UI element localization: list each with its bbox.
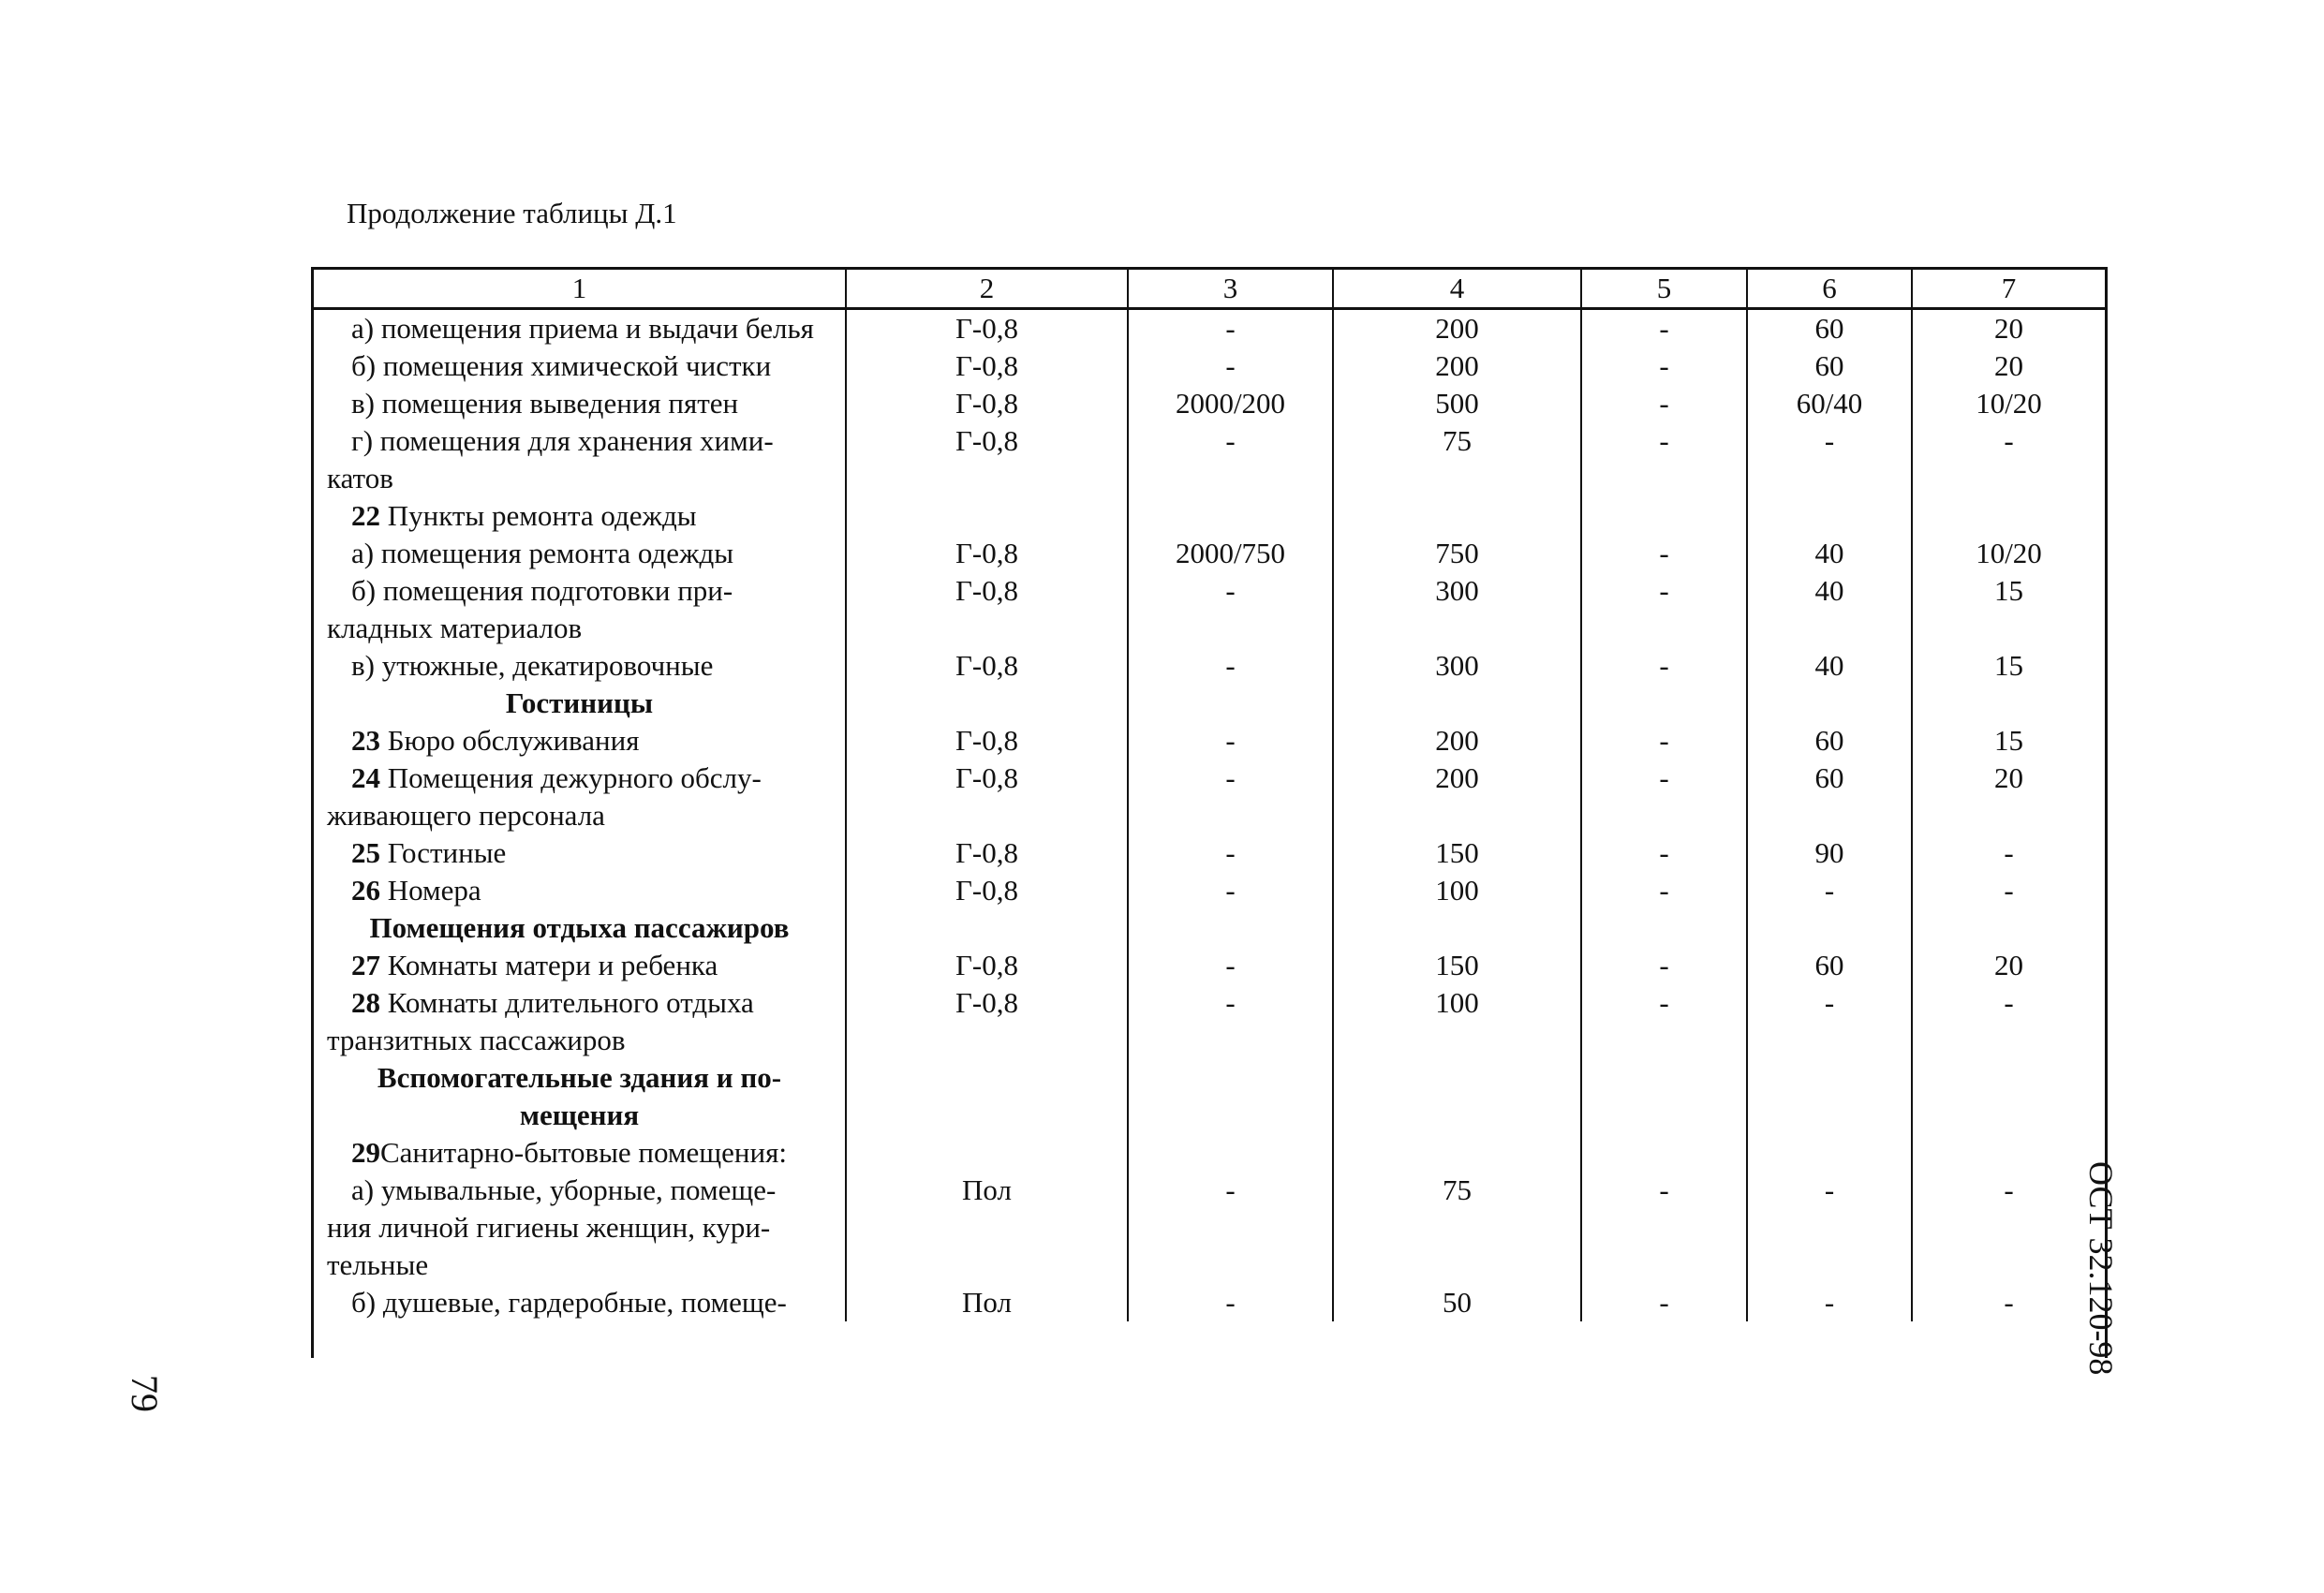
cell: Г-0,8 [846, 385, 1128, 422]
row-name: 25 Гостиные [314, 834, 846, 872]
cell: 60 [1747, 347, 1912, 385]
table-row [314, 347, 2105, 385]
cell: 100 [1333, 872, 1581, 909]
row-name: б) душевые, гардеробные, помеще- [314, 1284, 846, 1321]
cell: - [1912, 872, 2105, 909]
cell: 20 [1912, 760, 2105, 834]
cell: 90 [1747, 834, 1912, 872]
section-row [314, 1059, 2105, 1134]
cell: 150 [1333, 834, 1581, 872]
cell: 300 [1333, 572, 1581, 647]
cell: 60 [1747, 722, 1912, 760]
cell: 40 [1747, 572, 1912, 647]
cell: Г-0,8 [846, 834, 1128, 872]
cell: Г-0,8 [846, 422, 1128, 497]
cell: Г-0,8 [846, 984, 1128, 1059]
row-name: 27 Комнаты матери и ребенка [314, 947, 846, 984]
table-row [314, 497, 2105, 535]
table-caption: Продолжение таблицы Д.1 [347, 197, 677, 229]
section-heading: Гостиницы [314, 685, 846, 722]
cell: - [1128, 1284, 1333, 1321]
row-name: в) помещения выведения пятен [314, 385, 846, 422]
page-number: 79 [124, 1375, 166, 1412]
cell: 300 [1333, 647, 1581, 685]
cell: Пол [846, 1284, 1128, 1321]
cell: - [1581, 1284, 1747, 1321]
cell: 60 [1747, 947, 1912, 984]
row-name: а) помещения приема и выдачи белья [314, 309, 846, 348]
table-row [314, 385, 2105, 422]
section-row [314, 685, 2105, 722]
table-row [314, 872, 2105, 909]
cell: 40 [1747, 535, 1912, 572]
column-header-2: 2 [846, 270, 1128, 309]
column-header-1: 1 [314, 270, 846, 309]
cell: 20 [1912, 309, 2105, 348]
cell: - [1128, 984, 1333, 1059]
cell: 60 [1747, 309, 1912, 348]
document-code: ОСТ 32.120-98 [2082, 1161, 2120, 1376]
cell: 2000/200 [1128, 385, 1333, 422]
cell: - [1912, 834, 2105, 872]
row-name: в) утюжные, декатировочные [314, 647, 846, 685]
table-row [314, 834, 2105, 872]
section-heading: Помещения отдыха пассажиров [314, 909, 846, 947]
cell: - [1581, 984, 1747, 1059]
cell: - [1912, 422, 2105, 497]
cell: 2000/750 [1128, 535, 1333, 572]
table-row [314, 722, 2105, 760]
cell: - [1128, 309, 1333, 348]
table-row [314, 535, 2105, 572]
cell: 40 [1747, 647, 1912, 685]
cell: 200 [1333, 722, 1581, 760]
table-row [314, 309, 2105, 348]
cell: - [1581, 535, 1747, 572]
cell: Г-0,8 [846, 572, 1128, 647]
column-header-3: 3 [1128, 270, 1333, 309]
cell: - [1581, 947, 1747, 984]
cell: - [1747, 1284, 1912, 1321]
column-header-7: 7 [1912, 270, 2105, 309]
cell: 15 [1912, 572, 2105, 647]
cell: - [1747, 872, 1912, 909]
column-header-4: 4 [1333, 270, 1581, 309]
row-name: 22 Пункты ремонта одежды [314, 497, 846, 535]
cell: - [1581, 760, 1747, 834]
cell: Г-0,8 [846, 347, 1128, 385]
cell: - [1128, 647, 1333, 685]
cell: - [1581, 722, 1747, 760]
cell: - [1128, 947, 1333, 984]
cell: 75 [1333, 1172, 1581, 1284]
cell: - [1128, 834, 1333, 872]
cell: - [1128, 722, 1333, 760]
cell: - [1581, 647, 1747, 685]
table-row [314, 572, 2105, 647]
table-row [314, 647, 2105, 685]
cell: - [1581, 834, 1747, 872]
cell: - [1128, 760, 1333, 834]
cell: - [1128, 872, 1333, 909]
cell: - [1747, 422, 1912, 497]
cell: 60 [1747, 760, 1912, 834]
row-name: г) помещения для хранения хими- катов [314, 422, 846, 497]
cell: Г-0,8 [846, 947, 1128, 984]
column-header-5: 5 [1581, 270, 1747, 309]
cell: 750 [1333, 535, 1581, 572]
table-row [314, 1284, 2105, 1321]
row-name: 28 Комнаты длительного отдыха транзитных пассажиров [314, 984, 846, 1059]
cell: 150 [1333, 947, 1581, 984]
cell: Г-0,8 [846, 760, 1128, 834]
cell: 200 [1333, 347, 1581, 385]
cell: - [1912, 984, 2105, 1059]
cell: 50 [1333, 1284, 1581, 1321]
row-name: б) помещения подготовки при- кладных материалов [314, 572, 846, 647]
cell: Пол [846, 1172, 1128, 1284]
cell: 200 [1333, 760, 1581, 834]
table-row [314, 947, 2105, 984]
cell: 60/40 [1747, 385, 1912, 422]
cell: Г-0,8 [846, 535, 1128, 572]
cell: 15 [1912, 647, 2105, 685]
cell: Г-0,8 [846, 647, 1128, 685]
cell: Г-0,8 [846, 872, 1128, 909]
column-header-6: 6 [1747, 270, 1912, 309]
cell: - [1128, 422, 1333, 497]
table-row [314, 422, 2105, 497]
cell: - [1128, 347, 1333, 385]
row-name: 29Санитарно-бытовые помещения: [314, 1134, 846, 1172]
cell: 500 [1333, 385, 1581, 422]
row-name: 26 Номера [314, 872, 846, 909]
section-heading: Вспомогательные здания и по- мещения [314, 1059, 846, 1134]
cell: - [1912, 1284, 2105, 1321]
table-row [314, 1134, 2105, 1172]
row-name: 24 Помещения дежурного обслу- живающего персонала [314, 760, 846, 834]
cell: - [1581, 1172, 1747, 1284]
cell: 10/20 [1912, 535, 2105, 572]
cell: - [1747, 984, 1912, 1059]
cell: - [1581, 385, 1747, 422]
cell: 20 [1912, 347, 2105, 385]
cell: 75 [1333, 422, 1581, 497]
illumination-table [311, 267, 2108, 1358]
cell: - [1581, 872, 1747, 909]
cell: - [1581, 572, 1747, 647]
table-row [314, 760, 2105, 834]
cell: 20 [1912, 947, 2105, 984]
cell: - [1128, 572, 1333, 647]
row-name: а) помещения ремонта одежды [314, 535, 846, 572]
cell: 100 [1333, 984, 1581, 1059]
section-row [314, 909, 2105, 947]
cell: Г-0,8 [846, 309, 1128, 348]
row-name: 23 Бюро обслуживания [314, 722, 846, 760]
table-row [314, 984, 2105, 1059]
row-name: б) помещения химической чистки [314, 347, 846, 385]
cell: 10/20 [1912, 385, 2105, 422]
cell: - [1747, 1172, 1912, 1284]
cell: 15 [1912, 722, 2105, 760]
table-row [314, 1172, 2105, 1284]
header-row [314, 270, 2105, 309]
cell: 200 [1333, 309, 1581, 348]
cell: - [1581, 309, 1747, 348]
cell: - [1581, 347, 1747, 385]
table [314, 270, 2105, 1321]
cell: Г-0,8 [846, 722, 1128, 760]
cell: - [1581, 422, 1747, 497]
cell: - [1912, 1172, 2105, 1284]
row-name: а) умывальные, уборные, помеще- ния личной гигиены женщин, кури- тельные [314, 1172, 846, 1284]
cell: - [1128, 1172, 1333, 1284]
